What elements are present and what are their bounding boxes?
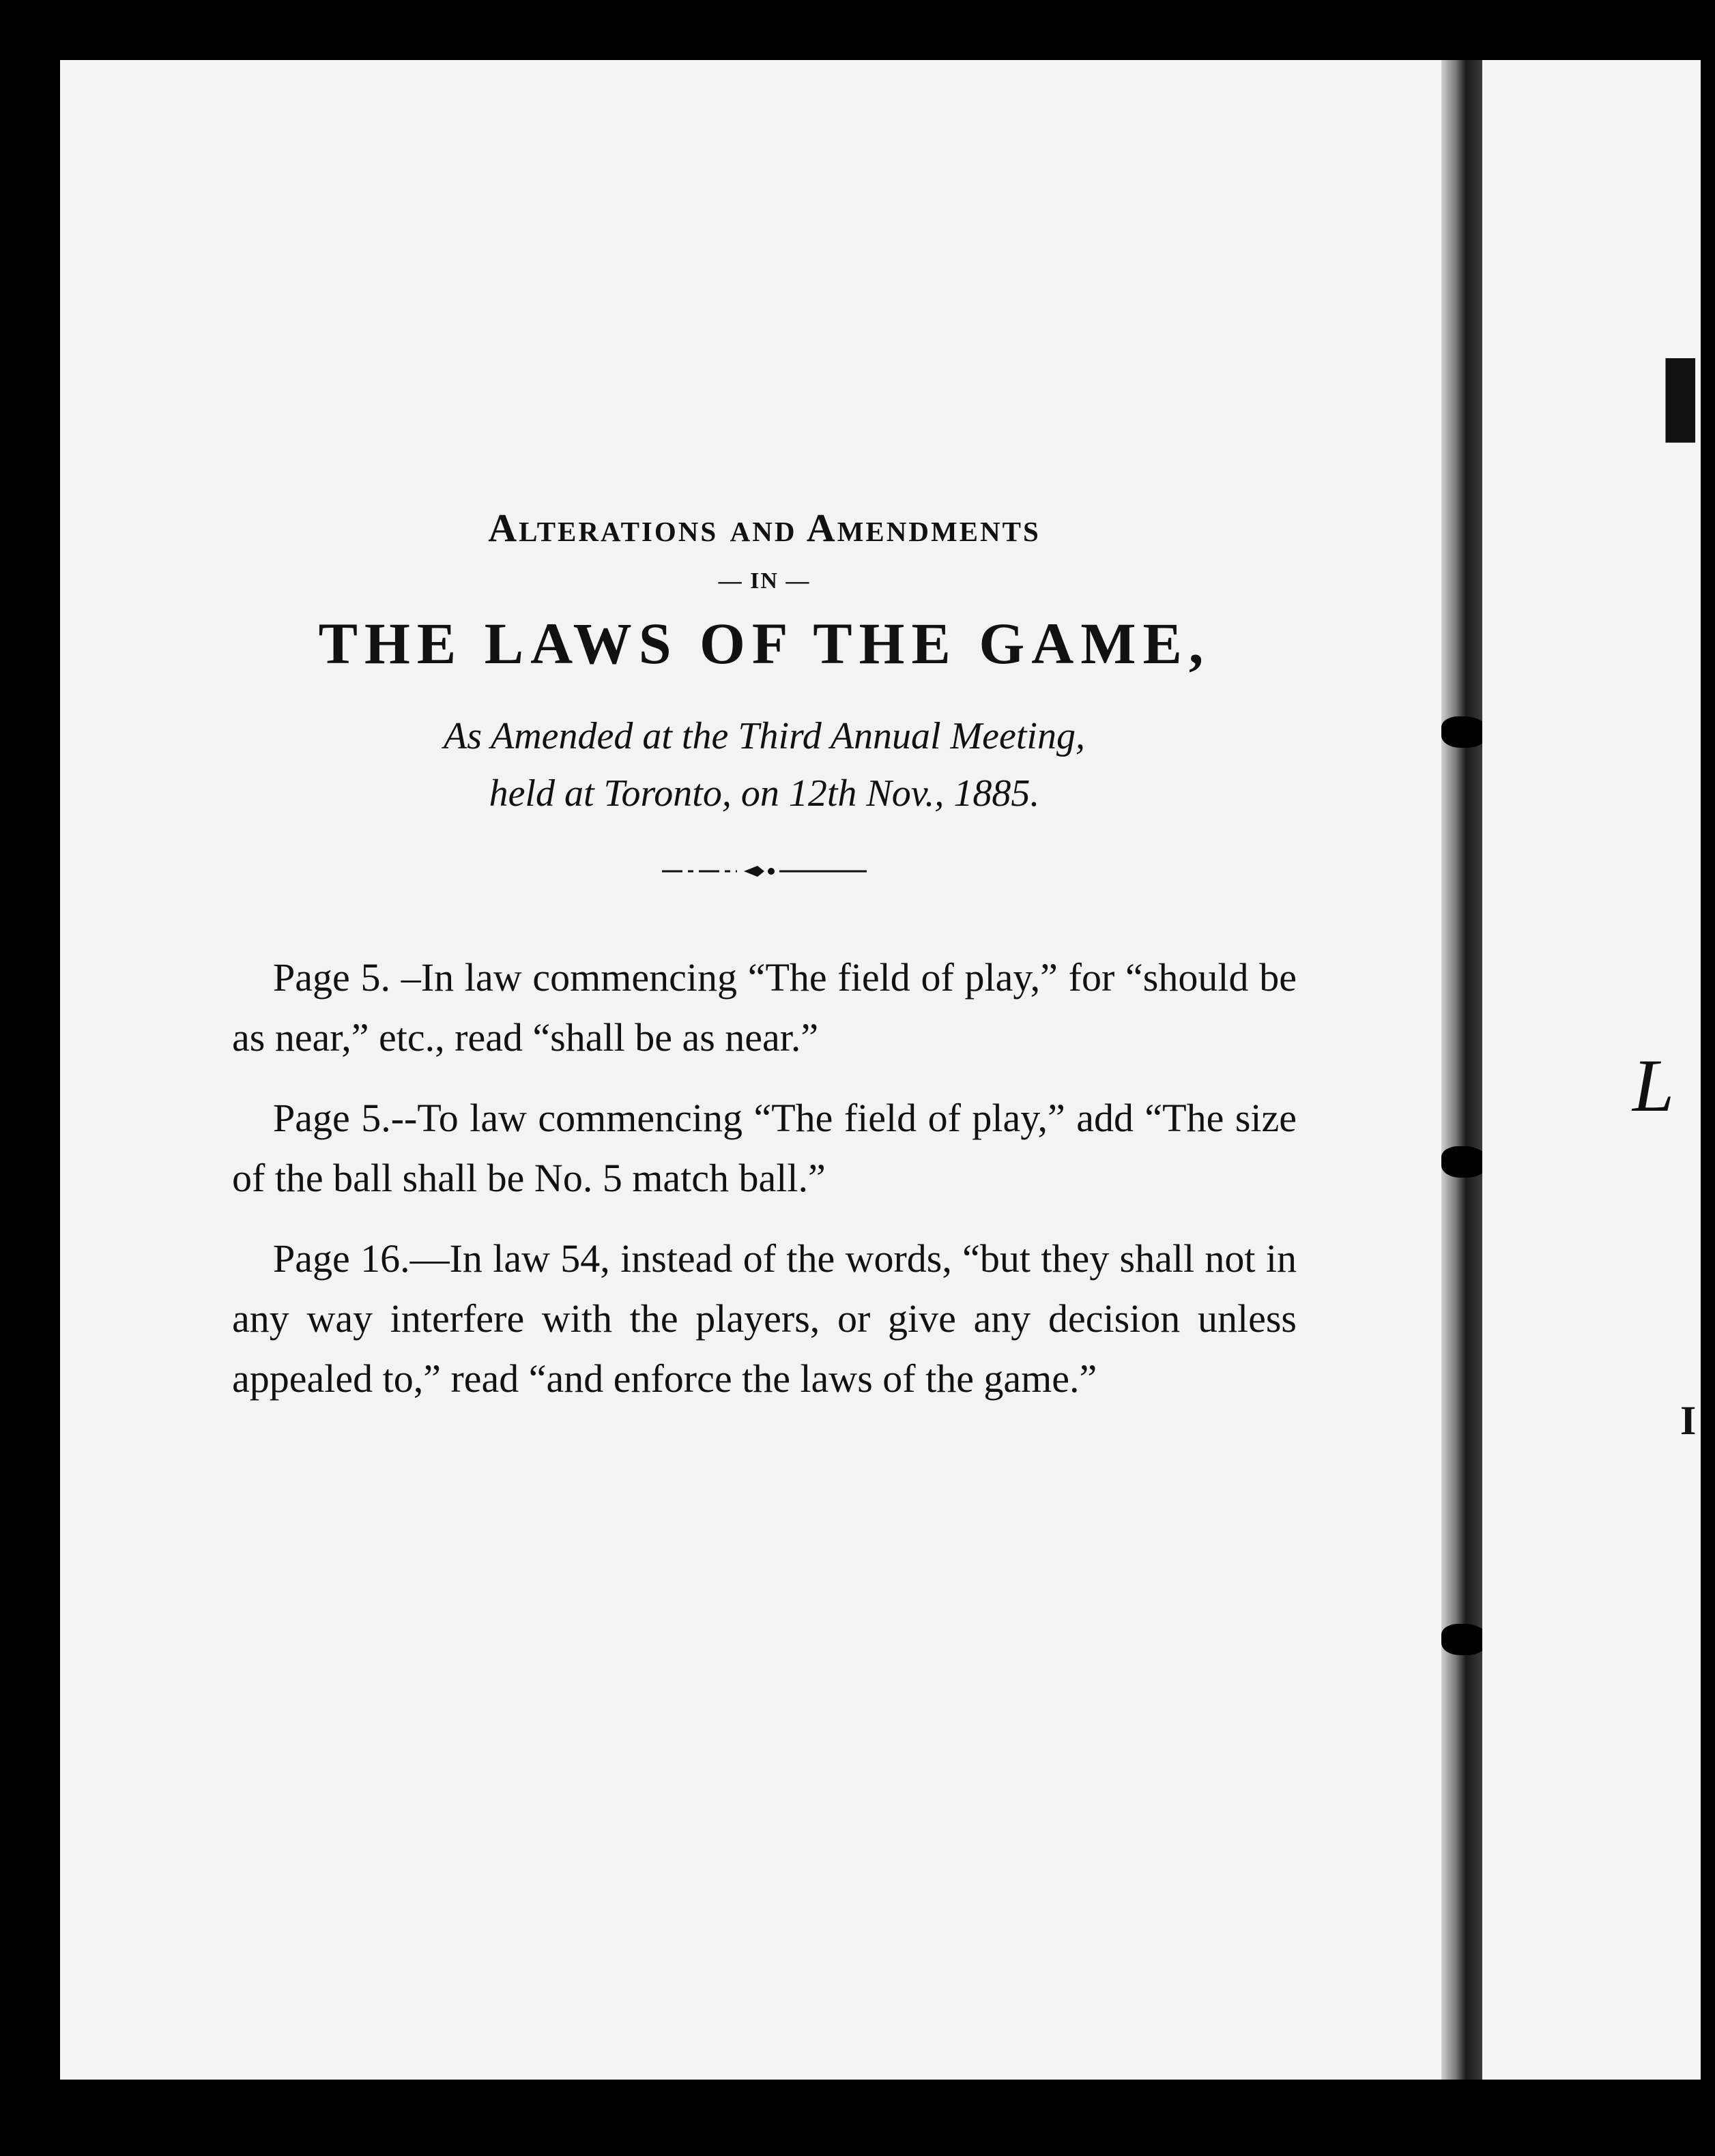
amendment-item: Page 5.--To law commencing “The field of play,” add “The size of the ball shall be No. 5 match ball.”	[232, 1096, 1297, 1200]
heading-connector: — IN —	[718, 568, 811, 594]
ornament-divider-icon	[662, 863, 867, 879]
amendment-item: Page 5. –In law commencing “The field of play,” for “should be as near,” etc., read “shall be as near.”	[232, 955, 1297, 1060]
binding-gutter	[1441, 60, 1482, 2080]
facing-page-ornament-letter: ❚	[1646, 349, 1715, 439]
subtitle	[232, 708, 1297, 822]
facing-page-letter-i: I	[1680, 1398, 1697, 1443]
amendment-item: Page 16.—In law 54, instead of the words, “but they shall not in any way interfere with the players, or give any decision unless appealed to,” read “and enforce the laws of the game.”	[232, 1236, 1297, 1401]
heading-alterations: Alterations and Amendments	[488, 506, 1041, 550]
facing-page	[1482, 60, 1715, 2080]
subtitle-line-1: As Amended at the Third Annual Meeting,	[444, 715, 1085, 757]
page-content	[232, 505, 1297, 1429]
amendments-list	[232, 948, 1297, 1409]
page-title: THE LAWS OF THE GAME,	[318, 611, 1211, 676]
facing-page-letter-l: L	[1632, 1044, 1675, 1127]
subtitle-line-2: held at Toronto, on 12th Nov., 1885.	[489, 772, 1040, 815]
